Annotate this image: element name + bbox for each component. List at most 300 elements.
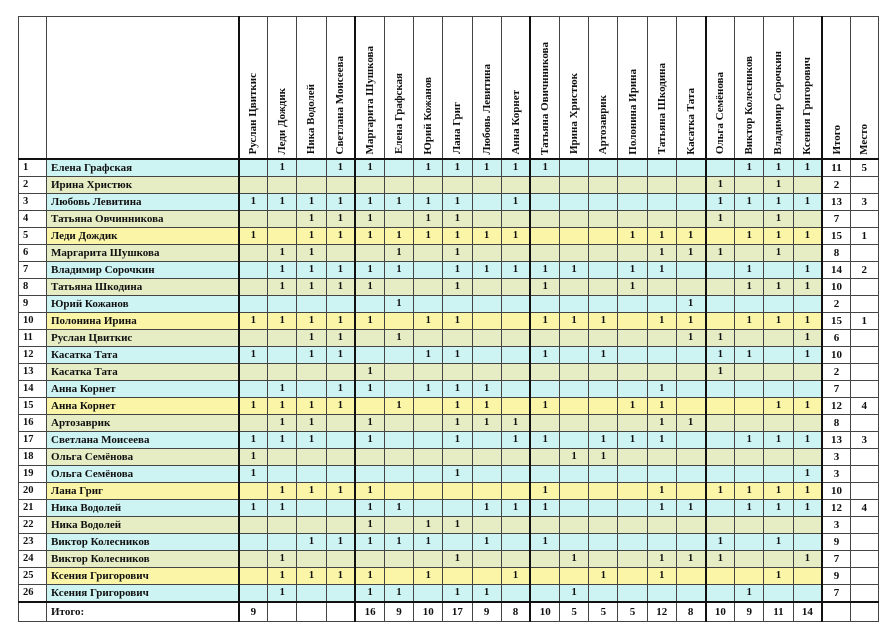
vote-cell: 1	[560, 550, 589, 567]
table-row	[19, 397, 879, 414]
vote-cell	[355, 329, 384, 346]
footer-row	[19, 602, 879, 622]
vote-cell: 1	[268, 159, 297, 177]
vote-cell: 1	[560, 448, 589, 465]
vote-cell	[355, 295, 384, 312]
vote-cell: 1	[443, 584, 472, 602]
table-row	[19, 244, 879, 261]
vote-cell: 1	[414, 516, 443, 533]
row-place	[850, 329, 878, 346]
vote-cell: 1	[268, 550, 297, 567]
vote-cell: 1	[239, 448, 268, 465]
vote-cell	[560, 363, 589, 380]
column-header: Анна Корнет	[501, 17, 530, 159]
vote-cell: 1	[618, 431, 647, 448]
row-place	[850, 584, 878, 602]
footer-total-empty	[822, 602, 850, 622]
row-name: Касатка Тата	[47, 346, 239, 363]
vote-cell	[618, 550, 647, 567]
vote-cell	[618, 465, 647, 482]
vote-cell	[384, 176, 413, 193]
vote-cell	[706, 312, 735, 329]
vote-cell: 1	[530, 312, 559, 329]
vote-cell: 1	[530, 278, 559, 295]
vote-cell	[589, 533, 618, 550]
vote-cell	[560, 278, 589, 295]
row-place: 5	[850, 159, 878, 177]
vote-cell	[501, 482, 530, 499]
vote-cell	[297, 499, 326, 516]
table-row	[19, 346, 879, 363]
row-place	[850, 278, 878, 295]
vote-cell	[414, 431, 443, 448]
vote-cell: 1	[472, 380, 501, 397]
row-number: 22	[19, 516, 47, 533]
vote-cell: 1	[268, 431, 297, 448]
vote-cell	[560, 482, 589, 499]
vote-cell	[297, 465, 326, 482]
vote-cell: 1	[443, 193, 472, 210]
vote-cell: 1	[764, 227, 793, 244]
vote-cell: 1	[589, 567, 618, 584]
vote-cell: 1	[355, 482, 384, 499]
vote-cell: 1	[239, 397, 268, 414]
vote-cell	[764, 516, 793, 533]
vote-cell	[384, 482, 413, 499]
vote-cell	[501, 533, 530, 550]
footer-total-cell: 8	[676, 602, 705, 622]
vote-cell	[297, 448, 326, 465]
vote-cell: 1	[647, 312, 676, 329]
row-name: Леди Дождик	[47, 227, 239, 244]
vote-cell: 1	[560, 584, 589, 602]
row-name: Руслан Цвиткис	[47, 329, 239, 346]
vote-cell	[647, 295, 676, 312]
vote-cell: 1	[472, 397, 501, 414]
vote-cell	[239, 261, 268, 278]
column-header: Юрий Кожанов	[414, 17, 443, 159]
vote-cell: 1	[764, 499, 793, 516]
table-row	[19, 431, 879, 448]
table-row	[19, 448, 879, 465]
vote-cell	[560, 431, 589, 448]
vote-cell	[414, 363, 443, 380]
vote-cell: 1	[589, 346, 618, 363]
row-place	[850, 414, 878, 431]
vote-cell: 1	[355, 499, 384, 516]
vote-cell: 1	[472, 159, 501, 177]
vote-cell	[414, 176, 443, 193]
row-total: 11	[822, 159, 850, 177]
vote-cell	[414, 584, 443, 602]
vote-cell	[793, 414, 822, 431]
row-place	[850, 295, 878, 312]
vote-cell	[414, 465, 443, 482]
vote-cell: 1	[706, 176, 735, 193]
vote-cell	[560, 533, 589, 550]
vote-cell	[560, 210, 589, 227]
row-number: 13	[19, 363, 47, 380]
vote-cell	[472, 550, 501, 567]
row-name: Виктор Колесников	[47, 533, 239, 550]
column-header: Виктор Колесников	[735, 17, 764, 159]
vote-cell: 1	[472, 414, 501, 431]
vote-cell: 1	[647, 482, 676, 499]
vote-cell	[501, 380, 530, 397]
vote-cell: 1	[706, 244, 735, 261]
vote-cell	[560, 397, 589, 414]
vote-cell	[764, 414, 793, 431]
vote-cell	[414, 244, 443, 261]
column-header: Елена Графская	[384, 17, 413, 159]
vote-cell	[589, 176, 618, 193]
vote-cell: 1	[384, 397, 413, 414]
vote-cell	[735, 397, 764, 414]
vote-cell: 1	[647, 227, 676, 244]
vote-cell: 1	[326, 159, 355, 177]
vote-cell: 1	[443, 397, 472, 414]
vote-cell	[793, 533, 822, 550]
vote-cell	[472, 278, 501, 295]
vote-cell	[560, 414, 589, 431]
row-number: 3	[19, 193, 47, 210]
vote-cell: 1	[764, 210, 793, 227]
vote-cell	[589, 380, 618, 397]
vote-cell	[735, 363, 764, 380]
vote-cell: 1	[706, 346, 735, 363]
vote-cell	[589, 363, 618, 380]
vote-cell	[676, 210, 705, 227]
vote-cell: 1	[618, 261, 647, 278]
table-row	[19, 261, 879, 278]
row-name: Любовь Левитина	[47, 193, 239, 210]
vote-cell: 1	[443, 465, 472, 482]
vote-cell: 1	[355, 431, 384, 448]
column-header: Леди Дождик	[268, 17, 297, 159]
vote-cell: 1	[355, 414, 384, 431]
place-header: Место	[850, 17, 878, 159]
footer-total-cell: 16	[355, 602, 384, 622]
vote-cell	[530, 414, 559, 431]
vote-cell	[560, 244, 589, 261]
row-number: 4	[19, 210, 47, 227]
row-name: Полонина Ирина	[47, 312, 239, 329]
vote-cell	[501, 312, 530, 329]
vote-cell	[647, 346, 676, 363]
vote-cell: 1	[764, 176, 793, 193]
vote-cell	[560, 465, 589, 482]
row-place: 3	[850, 431, 878, 448]
vote-cell: 1	[414, 567, 443, 584]
row-name: Елена Графская	[47, 159, 239, 177]
vote-cell	[384, 516, 413, 533]
vote-cell	[297, 516, 326, 533]
vote-cell	[764, 448, 793, 465]
row-number: 23	[19, 533, 47, 550]
vote-cell: 1	[384, 499, 413, 516]
vote-cell	[735, 176, 764, 193]
vote-cell	[647, 329, 676, 346]
footer-total-cell: 10	[530, 602, 559, 622]
row-total: 9	[822, 567, 850, 584]
vote-cell	[326, 244, 355, 261]
vote-cell: 1	[764, 397, 793, 414]
vote-cell: 1	[355, 278, 384, 295]
vote-cell	[735, 448, 764, 465]
vote-cell: 1	[239, 431, 268, 448]
row-number: 6	[19, 244, 47, 261]
table-row	[19, 210, 879, 227]
vote-cell: 1	[647, 414, 676, 431]
vote-cell	[618, 210, 647, 227]
vote-cell: 1	[326, 227, 355, 244]
row-total: 7	[822, 550, 850, 567]
table-row	[19, 482, 879, 499]
vote-cell	[560, 380, 589, 397]
vote-cell: 1	[326, 312, 355, 329]
vote-cell	[676, 397, 705, 414]
vote-cell	[297, 159, 326, 177]
vote-cell: 1	[647, 550, 676, 567]
vote-cell	[764, 261, 793, 278]
vote-cell	[676, 159, 705, 177]
row-total: 10	[822, 346, 850, 363]
vote-cell	[764, 465, 793, 482]
vote-cell	[793, 567, 822, 584]
row-place: 1	[850, 227, 878, 244]
vote-cell	[239, 244, 268, 261]
vote-cell	[530, 465, 559, 482]
vote-cell	[676, 533, 705, 550]
row-total: 12	[822, 499, 850, 516]
vote-cell	[268, 448, 297, 465]
vote-cell: 1	[647, 397, 676, 414]
vote-cell	[560, 295, 589, 312]
vote-cell	[239, 380, 268, 397]
vote-cell	[472, 329, 501, 346]
vote-cell	[589, 261, 618, 278]
vote-cell	[355, 176, 384, 193]
vote-cell	[793, 584, 822, 602]
vote-cell: 1	[472, 227, 501, 244]
table-row	[19, 567, 879, 584]
vote-cell	[706, 584, 735, 602]
vote-cell: 1	[501, 567, 530, 584]
vote-cell: 1	[443, 159, 472, 177]
column-header: Татьяна Шкодина	[647, 17, 676, 159]
vote-cell	[706, 414, 735, 431]
vote-cell: 1	[414, 533, 443, 550]
row-number: 15	[19, 397, 47, 414]
vote-cell: 1	[326, 482, 355, 499]
vote-cell	[384, 159, 413, 177]
vote-cell	[560, 346, 589, 363]
vote-cell: 1	[530, 346, 559, 363]
vote-cell	[268, 465, 297, 482]
vote-cell	[735, 567, 764, 584]
vote-cell: 1	[326, 261, 355, 278]
vote-cell	[589, 465, 618, 482]
vote-cell	[326, 584, 355, 602]
column-header: Ксения Григорович	[793, 17, 822, 159]
vote-cell	[530, 210, 559, 227]
vote-cell	[384, 363, 413, 380]
vote-cell	[735, 380, 764, 397]
vote-cell: 1	[355, 193, 384, 210]
vote-cell: 1	[239, 193, 268, 210]
vote-cell: 1	[735, 312, 764, 329]
table-row	[19, 193, 879, 210]
row-number: 14	[19, 380, 47, 397]
table-row	[19, 550, 879, 567]
vote-cell	[472, 244, 501, 261]
row-total: 14	[822, 261, 850, 278]
vote-cell	[239, 550, 268, 567]
vote-cell	[326, 295, 355, 312]
vote-cell: 1	[647, 261, 676, 278]
vote-cell	[268, 227, 297, 244]
vote-cell	[268, 363, 297, 380]
vote-cell	[735, 550, 764, 567]
row-number: 12	[19, 346, 47, 363]
row-place	[850, 533, 878, 550]
vote-cell: 1	[443, 278, 472, 295]
footer-total-cell: 9	[239, 602, 268, 622]
vote-cell: 1	[355, 380, 384, 397]
vote-cell: 1	[501, 499, 530, 516]
vote-cell	[268, 533, 297, 550]
vote-cell: 1	[268, 312, 297, 329]
row-number: 16	[19, 414, 47, 431]
vote-cell	[735, 516, 764, 533]
vote-cell	[676, 567, 705, 584]
vote-cell	[589, 499, 618, 516]
column-header: Полонина Ирина	[618, 17, 647, 159]
vote-cell	[618, 380, 647, 397]
vote-cell	[326, 465, 355, 482]
vote-cell: 1	[676, 244, 705, 261]
footer-label: Итого:	[47, 602, 239, 622]
vote-cell	[326, 550, 355, 567]
vote-cell	[530, 550, 559, 567]
vote-cell: 1	[706, 533, 735, 550]
vote-cell: 1	[414, 193, 443, 210]
vote-cell: 1	[297, 482, 326, 499]
vote-cell	[764, 380, 793, 397]
vote-cell	[472, 312, 501, 329]
vote-cell: 1	[268, 261, 297, 278]
vote-cell: 1	[793, 227, 822, 244]
table-row	[19, 380, 879, 397]
vote-cell	[618, 414, 647, 431]
vote-cell	[239, 584, 268, 602]
vote-cell: 1	[647, 431, 676, 448]
row-total: 3	[822, 465, 850, 482]
vote-cell	[706, 465, 735, 482]
vote-cell	[793, 516, 822, 533]
vote-cell	[268, 176, 297, 193]
vote-cell	[239, 278, 268, 295]
vote-cell	[618, 567, 647, 584]
vote-cell: 1	[239, 465, 268, 482]
vote-cell: 1	[414, 227, 443, 244]
vote-cell	[384, 550, 413, 567]
vote-cell	[589, 414, 618, 431]
vote-cell: 1	[355, 261, 384, 278]
vote-cell: 1	[268, 414, 297, 431]
vote-cell	[793, 210, 822, 227]
vote-cell	[414, 448, 443, 465]
vote-cell	[618, 584, 647, 602]
vote-cell	[764, 363, 793, 380]
vote-cell: 1	[443, 312, 472, 329]
vote-cell	[530, 363, 559, 380]
footer-total-cell: 8	[501, 602, 530, 622]
vote-cell	[706, 227, 735, 244]
row-number: 24	[19, 550, 47, 567]
row-name: Светлана Моисеева	[47, 431, 239, 448]
vote-cell: 1	[706, 550, 735, 567]
footer-total-cell	[326, 602, 355, 622]
vote-cell	[472, 210, 501, 227]
vote-cell	[589, 244, 618, 261]
table-row	[19, 312, 879, 329]
vote-cell: 1	[268, 397, 297, 414]
vote-cell	[618, 329, 647, 346]
vote-cell: 1	[793, 465, 822, 482]
vote-cell	[472, 346, 501, 363]
vote-cell	[589, 193, 618, 210]
vote-cell	[706, 431, 735, 448]
vote-cell	[326, 516, 355, 533]
vote-cell	[560, 516, 589, 533]
vote-cell: 1	[297, 533, 326, 550]
vote-cell	[735, 533, 764, 550]
vote-cell	[676, 448, 705, 465]
vote-cell: 1	[706, 482, 735, 499]
vote-cell: 1	[414, 346, 443, 363]
footer-spacer	[19, 602, 47, 622]
vote-cell: 1	[326, 329, 355, 346]
vote-cell	[647, 516, 676, 533]
vote-cell: 1	[501, 261, 530, 278]
column-header: Светлана Моисеева	[326, 17, 355, 159]
footer-total-cell: 5	[618, 602, 647, 622]
vote-cell	[530, 176, 559, 193]
vote-cell	[706, 261, 735, 278]
vote-cell	[501, 584, 530, 602]
row-name: Ксения Григорович	[47, 584, 239, 602]
vote-cell: 1	[443, 414, 472, 431]
vote-cell: 1	[268, 380, 297, 397]
vote-cell: 1	[530, 159, 559, 177]
vote-cell	[297, 584, 326, 602]
table-row	[19, 329, 879, 346]
row-place: 3	[850, 193, 878, 210]
row-name: Татьяна Овчинникова	[47, 210, 239, 227]
row-place	[850, 346, 878, 363]
vote-cell	[414, 295, 443, 312]
vote-cell	[443, 499, 472, 516]
vote-cell: 1	[676, 499, 705, 516]
vote-cell: 1	[472, 533, 501, 550]
vote-cell: 1	[735, 278, 764, 295]
vote-cell	[268, 346, 297, 363]
vote-cell	[384, 567, 413, 584]
vote-cell	[706, 397, 735, 414]
vote-cell	[472, 295, 501, 312]
vote-cell	[647, 193, 676, 210]
